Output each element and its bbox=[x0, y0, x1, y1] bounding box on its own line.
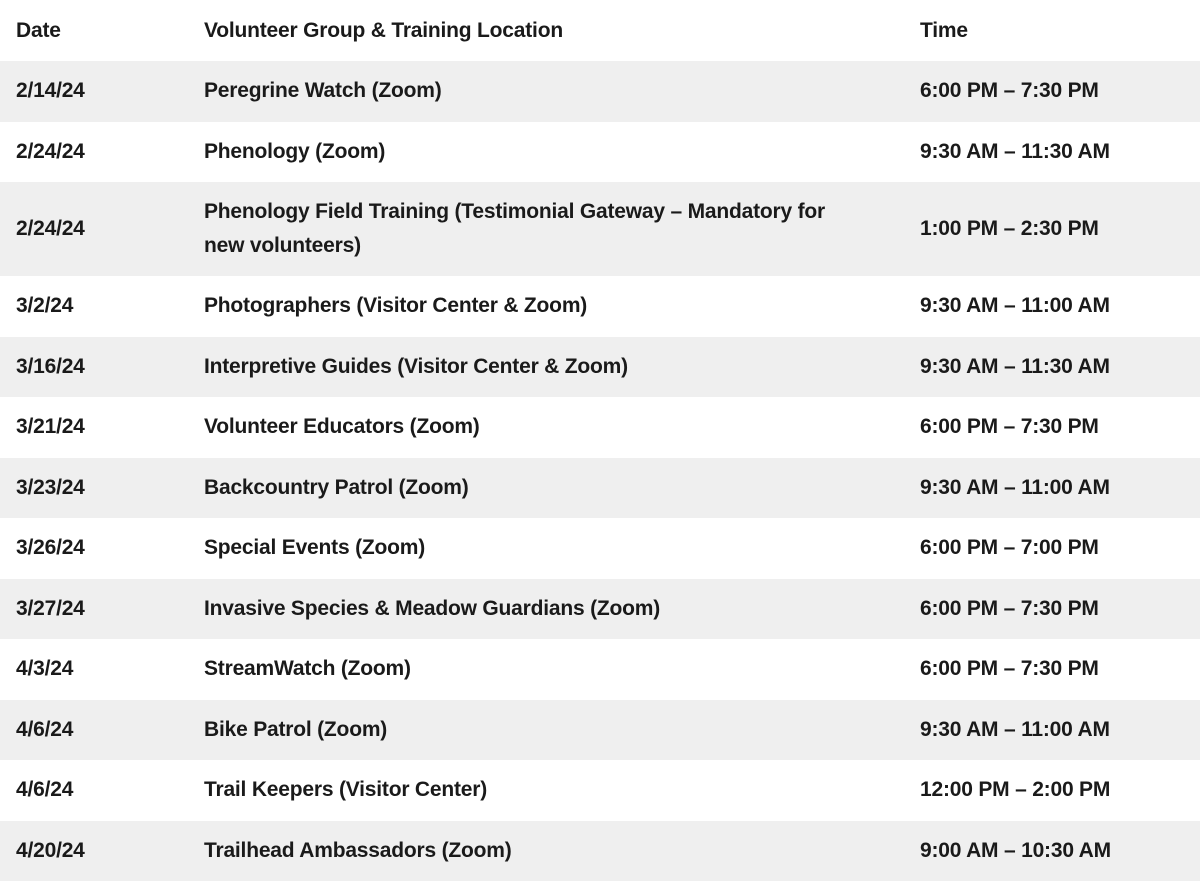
cell-group: Trail Keepers (Visitor Center) bbox=[204, 778, 488, 802]
cell-time: 6:00 PM – 7:00 PM bbox=[920, 536, 1099, 560]
table-row bbox=[0, 700, 1200, 761]
header-time: Time bbox=[920, 18, 968, 42]
table-row bbox=[0, 579, 1200, 640]
table-row bbox=[0, 458, 1200, 519]
table-body bbox=[0, 61, 1200, 881]
cell-date: 3/27/24 bbox=[16, 596, 85, 620]
cell-date: 3/2/24 bbox=[16, 294, 74, 318]
cell-date: 2/14/24 bbox=[16, 79, 85, 103]
cell-time: 6:00 PM – 7:30 PM bbox=[920, 596, 1099, 620]
cell-time: 9:30 AM – 11:00 AM bbox=[920, 294, 1110, 318]
cell-group: Invasive Species & Meadow Guardians (Zoom) bbox=[204, 596, 661, 620]
table-header bbox=[0, 0, 1200, 61]
table-row bbox=[0, 397, 1200, 458]
table-row bbox=[0, 276, 1200, 337]
table-row bbox=[0, 61, 1200, 122]
cell-group: Special Events (Zoom) bbox=[204, 536, 426, 560]
table-row bbox=[0, 518, 1200, 579]
cell-date: 2/24/24 bbox=[16, 139, 85, 163]
cell-date: 3/26/24 bbox=[16, 536, 85, 560]
cell-time: 12:00 PM – 2:00 PM bbox=[920, 778, 1111, 802]
cell-group: Volunteer Educators (Zoom) bbox=[204, 415, 480, 439]
cell-date: 4/6/24 bbox=[16, 717, 74, 741]
header-date: Date bbox=[16, 18, 61, 42]
cell-date: 3/23/24 bbox=[16, 475, 85, 499]
cell-group: Phenology (Zoom) bbox=[204, 139, 386, 163]
table-row bbox=[0, 182, 1200, 276]
table-row bbox=[0, 821, 1200, 881]
cell-time: 6:00 PM – 7:30 PM bbox=[920, 657, 1099, 681]
cell-time: 9:30 AM – 11:00 AM bbox=[920, 475, 1110, 499]
cell-group: Phenology Field Training (Testimonial Gateway – Mandatory for new volunteers) bbox=[204, 200, 826, 257]
cell-time: 9:30 AM – 11:30 AM bbox=[920, 354, 1110, 378]
cell-group: Backcountry Patrol (Zoom) bbox=[204, 475, 469, 499]
cell-time: 9:30 AM – 11:30 AM bbox=[920, 139, 1110, 163]
cell-time: 9:00 AM – 10:30 AM bbox=[920, 838, 1111, 862]
header-group: Volunteer Group & Training Location bbox=[204, 18, 563, 42]
cell-group: Peregrine Watch (Zoom) bbox=[204, 79, 442, 103]
cell-time: 1:00 PM – 2:30 PM bbox=[920, 217, 1099, 240]
cell-group: Trailhead Ambassadors (Zoom) bbox=[204, 838, 512, 862]
cell-time: 6:00 PM – 7:30 PM bbox=[920, 415, 1099, 439]
table-row bbox=[0, 639, 1200, 700]
cell-group: StreamWatch (Zoom) bbox=[204, 657, 411, 681]
cell-date: 3/21/24 bbox=[16, 415, 85, 439]
cell-date: 4/6/24 bbox=[16, 778, 74, 802]
cell-date: 3/16/24 bbox=[16, 354, 85, 378]
cell-date: 4/20/24 bbox=[16, 838, 85, 862]
cell-time: 9:30 AM – 11:00 AM bbox=[920, 717, 1110, 741]
cell-date: 2/24/24 bbox=[16, 217, 85, 240]
header-row bbox=[0, 0, 1200, 61]
table-row bbox=[0, 337, 1200, 398]
cell-date: 4/3/24 bbox=[16, 657, 74, 681]
cell-group: Photographers (Visitor Center & Zoom) bbox=[204, 294, 588, 318]
table-row bbox=[0, 760, 1200, 821]
cell-time: 6:00 PM – 7:30 PM bbox=[920, 79, 1099, 103]
cell-group: Bike Patrol (Zoom) bbox=[204, 717, 388, 741]
table-row bbox=[0, 122, 1200, 183]
cell-group: Interpretive Guides (Visitor Center & Zoom) bbox=[204, 354, 628, 378]
